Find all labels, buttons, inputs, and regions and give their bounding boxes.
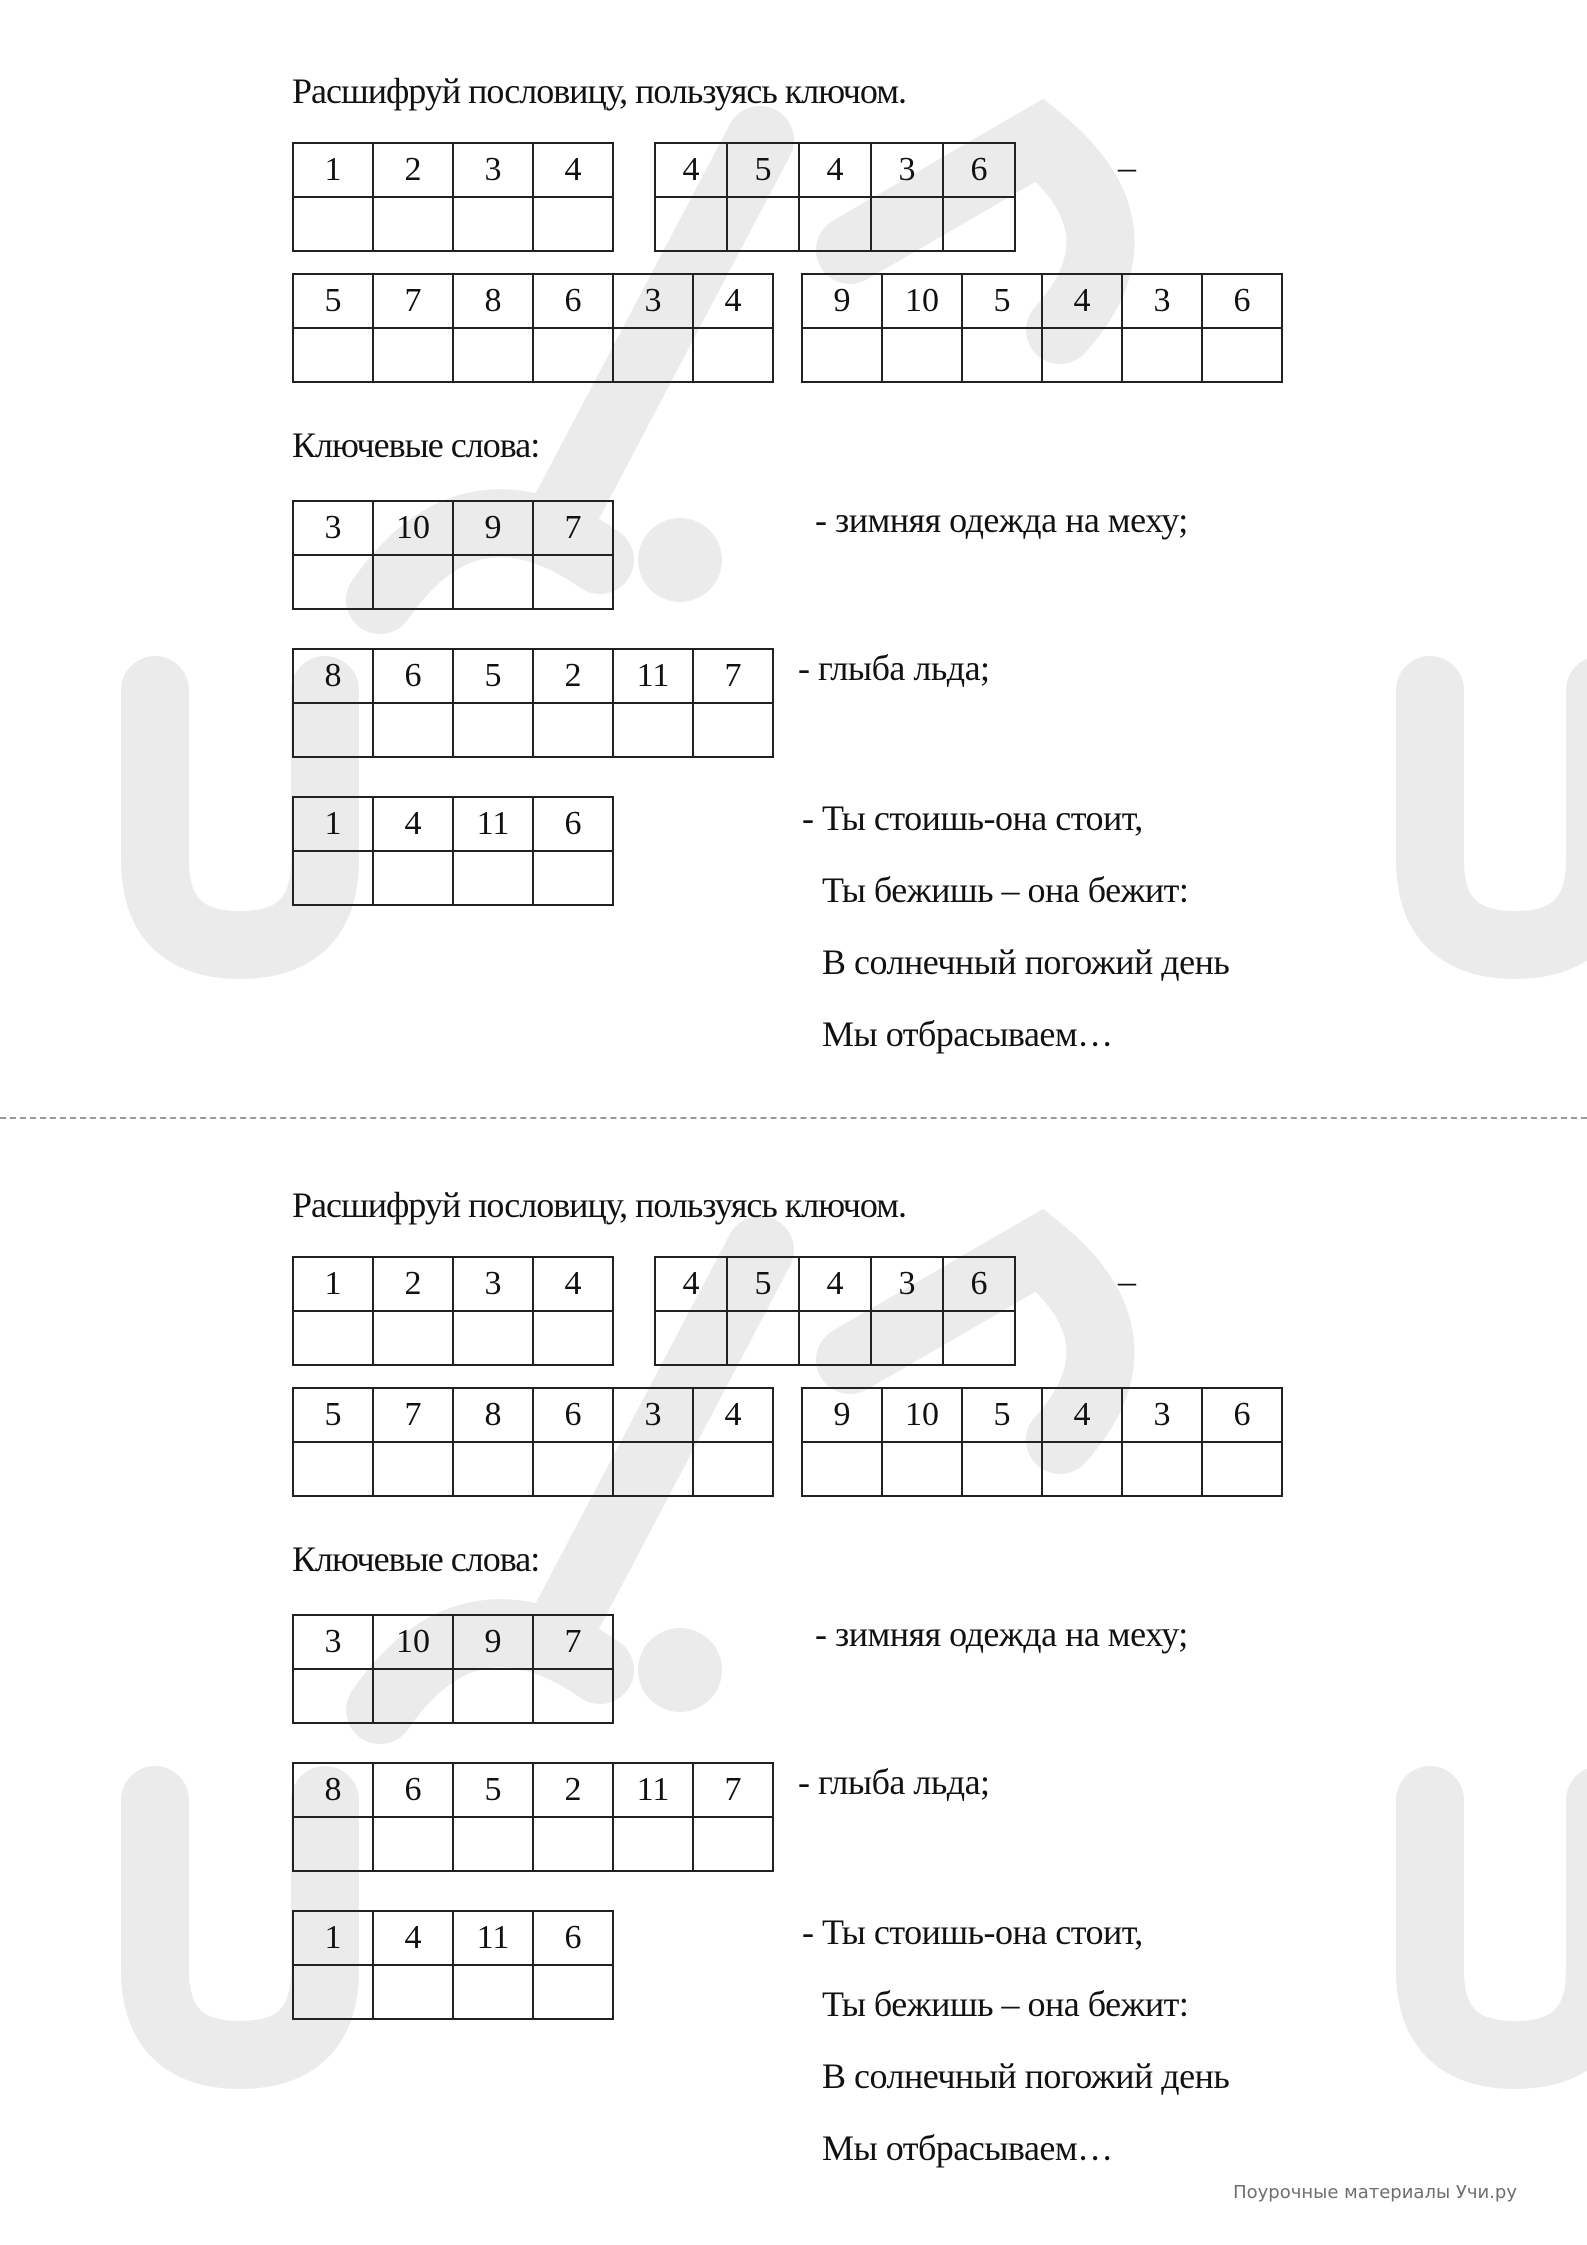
answer-cell[interactable] [882,1442,962,1496]
answer-cell[interactable] [373,1669,453,1723]
cipher-cell: 10 [882,1388,962,1442]
cipher-cell: 1 [293,797,373,851]
keyword-grid-2 [292,1762,774,1872]
answer-cell[interactable] [1122,1442,1202,1496]
cipher-cell: 1 [293,1257,373,1311]
cipher-cell: 6 [373,1763,453,1817]
proverb-dash: – [1118,147,1136,187]
cipher-cell: 4 [799,143,871,197]
answer-cell[interactable] [799,1311,871,1365]
cipher-cell: 8 [453,274,533,328]
cipher-cell: 3 [453,143,533,197]
cipher-cell: 9 [802,274,882,328]
answer-cell[interactable] [453,328,533,382]
answer-cell[interactable] [373,1965,453,2019]
keywords-title: Ключевые слова: [292,425,540,465]
proverb-word-2 [654,1256,1016,1366]
proverb-word-3 [292,1387,774,1497]
proverb-word-4 [801,1387,1283,1497]
answer-cell[interactable] [613,1442,693,1496]
cipher-cell: 4 [533,1257,613,1311]
answer-cell[interactable] [453,703,533,757]
answer-cell[interactable] [693,1442,773,1496]
cipher-cell: 1 [293,143,373,197]
worksheet-title: Расшифруй пословицу, пользуясь ключом. [292,71,906,111]
cipher-cell: 5 [727,143,799,197]
answer-cell[interactable] [613,328,693,382]
answer-cell[interactable] [799,197,871,251]
answer-cell[interactable] [293,1442,373,1496]
answer-cell[interactable] [871,197,943,251]
keyword-clue-1: - зимняя одежда на меху; [815,1614,1188,1654]
cipher-cell: 10 [373,501,453,555]
cipher-cell: 3 [453,1257,533,1311]
answer-cell[interactable] [533,1311,613,1365]
answer-cell[interactable] [453,1965,533,2019]
proverb-word-3 [292,273,774,383]
riddle-line-2: Ты бежишь – она бежит: [822,870,1189,910]
proverb-word-2 [654,142,1016,252]
cipher-cell: 3 [293,501,373,555]
riddle-line-4: Мы отбрасываем… [822,2128,1113,2168]
answer-cell[interactable] [293,197,373,251]
cipher-cell: 8 [453,1388,533,1442]
answer-cell[interactable] [293,1669,373,1723]
proverb-word-1 [292,142,614,252]
answer-cell[interactable] [871,1311,943,1365]
cipher-cell: 7 [373,1388,453,1442]
answer-cell[interactable] [1202,328,1282,382]
cipher-cell: 6 [943,143,1015,197]
cipher-cell: 7 [533,501,613,555]
worksheet-bottom [0,1114,1587,2229]
cipher-cell: 7 [693,649,773,703]
answer-cell[interactable] [453,1669,533,1723]
riddle-line-3: В солнечный погожий день [822,2056,1230,2096]
cipher-cell: 3 [871,1257,943,1311]
keyword-grid-1 [292,1614,614,1724]
cipher-cell: 2 [373,143,453,197]
cipher-cell: 4 [1042,1388,1122,1442]
proverb-word-1 [292,1256,614,1366]
cipher-cell: 4 [799,1257,871,1311]
cipher-cell: 5 [453,1763,533,1817]
answer-cell[interactable] [293,1311,373,1365]
answer-cell[interactable] [373,328,453,382]
cipher-cell: 6 [1202,274,1282,328]
answer-cell[interactable] [533,703,613,757]
cipher-cell: 4 [693,274,773,328]
cipher-cell: 5 [293,1388,373,1442]
answer-cell[interactable] [727,197,799,251]
keyword-grid-3 [292,1910,614,2020]
cipher-cell: 4 [1042,274,1122,328]
cipher-cell: 6 [943,1257,1015,1311]
answer-cell[interactable] [293,703,373,757]
answer-cell[interactable] [655,1311,727,1365]
answer-cell[interactable] [453,851,533,905]
cipher-cell: 4 [373,797,453,851]
keyword-clue-2: - глыба льда; [798,648,990,688]
worksheet-title: Расшифруй пословицу, пользуясь ключом. [292,1185,906,1225]
answer-cell[interactable] [533,851,613,905]
answer-cell[interactable] [693,328,773,382]
answer-cell[interactable] [693,703,773,757]
cipher-cell: 2 [373,1257,453,1311]
cipher-cell: 5 [453,649,533,703]
answer-cell[interactable] [655,197,727,251]
cipher-cell: 5 [962,1388,1042,1442]
riddle-line-3: В солнечный погожий день [822,942,1230,982]
keywords-title: Ключевые слова: [292,1539,540,1579]
answer-cell[interactable] [293,851,373,905]
answer-cell[interactable] [533,555,613,609]
cipher-cell: 4 [373,1911,453,1965]
cipher-cell: 2 [533,1763,613,1817]
answer-cell[interactable] [453,1311,533,1365]
answer-cell[interactable] [727,1311,799,1365]
cipher-cell: 4 [655,1257,727,1311]
cipher-cell: 11 [613,1763,693,1817]
proverb-word-4 [801,273,1283,383]
answer-cell[interactable] [962,1442,1042,1496]
cipher-cell: 10 [373,1615,453,1669]
cipher-cell: 11 [453,797,533,851]
cipher-cell: 8 [293,1763,373,1817]
answer-cell[interactable] [293,555,373,609]
answer-cell[interactable] [693,1817,773,1871]
cipher-cell: 7 [533,1615,613,1669]
answer-cell[interactable] [453,197,533,251]
cipher-cell: 5 [293,274,373,328]
cipher-cell: 6 [533,1388,613,1442]
answer-cell[interactable] [293,328,373,382]
answer-cell[interactable] [453,1442,533,1496]
answer-cell[interactable] [293,1817,373,1871]
cipher-cell: 6 [533,1911,613,1965]
cipher-cell: 3 [293,1615,373,1669]
keyword-grid-2 [292,648,774,758]
cipher-cell: 2 [533,649,613,703]
riddle-line-1: - Ты стоишь-она стоит, [802,798,1143,838]
cipher-cell: 4 [693,1388,773,1442]
riddle-line-1: - Ты стоишь-она стоит, [802,1912,1143,1952]
answer-cell[interactable] [373,197,453,251]
cipher-cell: 9 [453,1615,533,1669]
footer-credit: Поурочные материалы Учи.ру [1233,2182,1517,2203]
cipher-cell: 11 [453,1911,533,1965]
answer-cell[interactable] [1042,328,1122,382]
answer-cell[interactable] [1202,1442,1282,1496]
cipher-cell: 7 [693,1763,773,1817]
cipher-cell: 4 [655,143,727,197]
answer-cell[interactable] [882,328,962,382]
answer-cell[interactable] [1122,328,1202,382]
cipher-cell: 11 [613,649,693,703]
answer-cell[interactable] [533,1669,613,1723]
answer-cell[interactable] [802,1442,882,1496]
answer-cell[interactable] [943,197,1015,251]
answer-cell[interactable] [373,1817,453,1871]
cipher-cell: 4 [533,143,613,197]
answer-cell[interactable] [533,328,613,382]
cipher-cell: 3 [871,143,943,197]
answer-cell[interactable] [533,197,613,251]
cipher-cell: 1 [293,1911,373,1965]
cipher-cell: 6 [1202,1388,1282,1442]
worksheet-top [0,0,1587,1115]
answer-cell[interactable] [453,1817,533,1871]
riddle-line-4: Мы отбрасываем… [822,1014,1113,1054]
cipher-cell: 7 [373,274,453,328]
answer-cell[interactable] [613,703,693,757]
cipher-cell: 3 [1122,1388,1202,1442]
cipher-cell: 3 [613,1388,693,1442]
cipher-cell: 6 [373,649,453,703]
answer-cell[interactable] [453,555,533,609]
answer-cell[interactable] [802,328,882,382]
answer-cell[interactable] [373,703,453,757]
answer-cell[interactable] [943,1311,1015,1365]
keyword-clue-1: - зимняя одежда на меху; [815,500,1188,540]
cipher-cell: 10 [882,274,962,328]
keyword-grid-1 [292,500,614,610]
answer-cell[interactable] [533,1817,613,1871]
cipher-cell: 9 [802,1388,882,1442]
cipher-cell: 8 [293,649,373,703]
riddle-line-2: Ты бежишь – она бежит: [822,1984,1189,2024]
answer-cell[interactable] [293,1965,373,2019]
keyword-clue-2: - глыба льда; [798,1762,990,1802]
cipher-cell: 5 [727,1257,799,1311]
answer-cell[interactable] [962,328,1042,382]
keyword-grid-3 [292,796,614,906]
answer-cell[interactable] [373,555,453,609]
answer-cell[interactable] [1042,1442,1122,1496]
cipher-cell: 3 [613,274,693,328]
answer-cell[interactable] [613,1817,693,1871]
cipher-cell: 9 [453,501,533,555]
answer-cell[interactable] [533,1442,613,1496]
answer-cell[interactable] [533,1965,613,2019]
cipher-cell: 3 [1122,274,1202,328]
proverb-dash: – [1118,1261,1136,1301]
cipher-cell: 5 [962,274,1042,328]
cipher-cell: 6 [533,274,613,328]
answer-cell[interactable] [373,1311,453,1365]
cipher-cell: 6 [533,797,613,851]
answer-cell[interactable] [373,851,453,905]
answer-cell[interactable] [373,1442,453,1496]
